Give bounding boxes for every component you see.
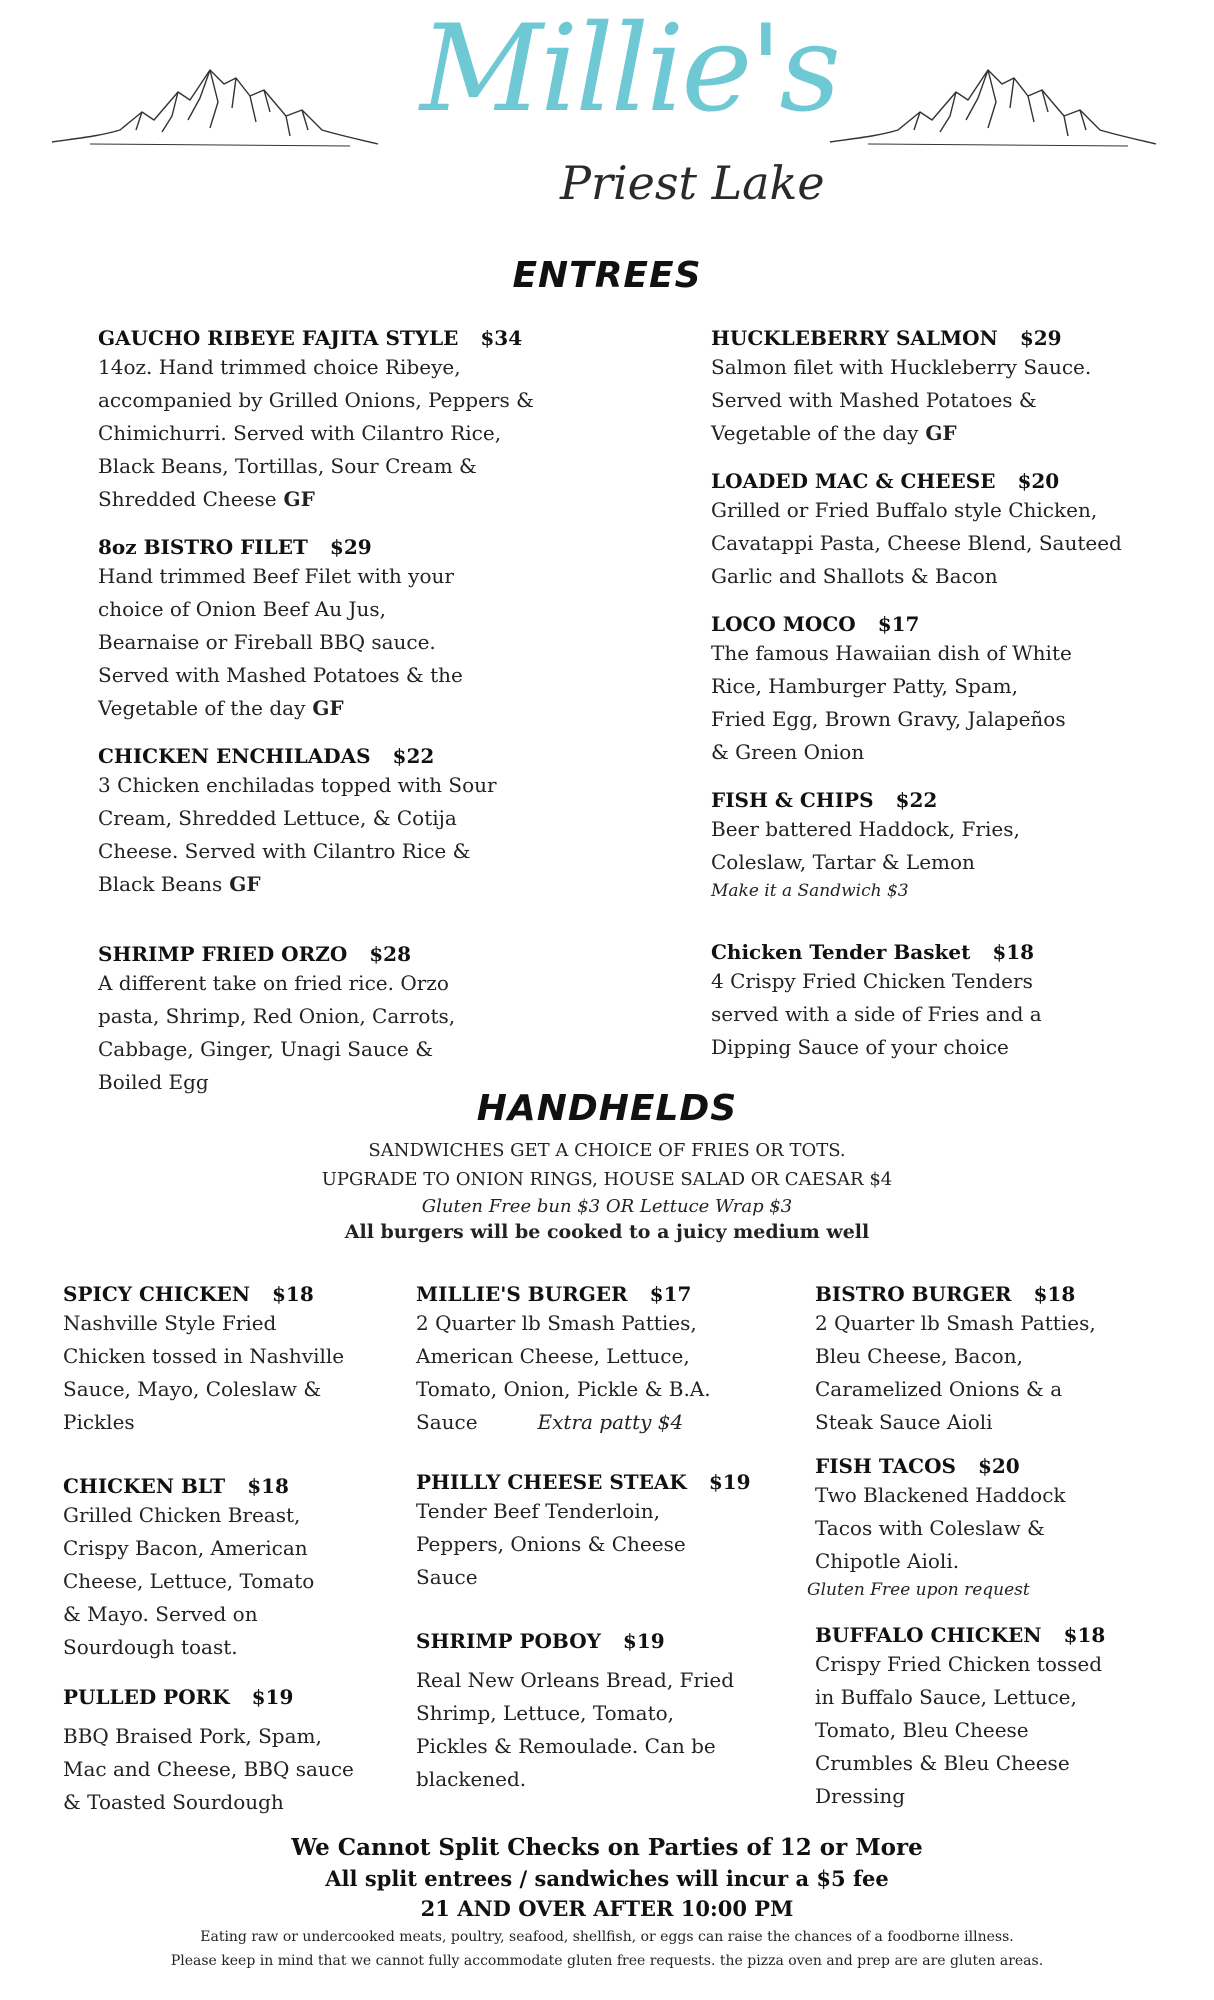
menu-item-price: $20	[1017, 469, 1060, 493]
menu-item-description	[63, 1499, 383, 1664]
menu-item-description-line: 2 Quarter lb Smash Patties,	[815, 1311, 1096, 1335]
menu-item-name: 8oz BISTRO FILET	[98, 535, 308, 559]
menu-item-description-line: Tender Beef Tenderloin,	[416, 1499, 660, 1523]
menu-item-price: $34	[480, 326, 523, 350]
menu-item-description-line: Chipotle Aioli.	[815, 1549, 960, 1573]
menu-item-price: $18	[1033, 1282, 1076, 1306]
menu-item-price: $20	[977, 1454, 1020, 1478]
gluten-free-tag: GF	[305, 696, 344, 720]
menu-item	[98, 743, 618, 901]
menu-item-description-line: Caramelized Onions & a	[815, 1377, 1063, 1401]
menu-item-description-line: Sourdough toast.	[63, 1635, 238, 1659]
menu-item-description-line: Mac and Cheese, BBQ sauce	[63, 1757, 354, 1781]
menu-item-description	[815, 1307, 1175, 1439]
menu-item-description-line: Dipping Sauce of your choice	[711, 1035, 1009, 1059]
menu-item-name: LOCO MOCO	[711, 612, 856, 636]
menu-item-description-line: Cheese. Served with Cilantro Rice &	[98, 839, 471, 863]
menu-item-heading	[98, 941, 618, 967]
footer-food-safety-warning: Eating raw or undercooked meats, poultry, seafood, shellfish, or eggs can raise the chances of a foodborne illness.	[200, 1929, 1014, 1945]
menu-item-heading	[416, 1469, 756, 1495]
menu-item-description-line: Pickles & Remoulade. Can be	[416, 1734, 716, 1758]
entrees-heading: ENTREES	[512, 255, 702, 296]
menu-item-description-line: & Toasted Sourdough	[63, 1790, 284, 1814]
menu-item-name: SPICY CHICKEN	[63, 1282, 250, 1306]
menu-item-description-line: Crispy Fried Chicken tossed	[815, 1652, 1103, 1676]
footer-split-checks: We Cannot Split Checks on Parties of 12 or More	[291, 1834, 923, 1861]
menu-item-price: $29	[1019, 326, 1062, 350]
menu-item	[98, 941, 618, 1099]
menu-item-description-line: Vegetable of the day GF	[711, 421, 957, 445]
menu-item-description	[711, 351, 1171, 450]
menu-item-price: $22	[895, 788, 938, 812]
handhelds-sides-note: SANDWICHES GET A CHOICE OF FRIES OR TOTS.	[368, 1140, 846, 1161]
menu-item-description-line: Sauce	[416, 1565, 478, 1589]
menu-item-description-line: Tacos with Coleslaw &	[815, 1516, 1045, 1540]
handhelds-column-3	[807, 1281, 1175, 1813]
menu-item-description-line: Sauce Extra patty $4	[416, 1410, 684, 1434]
menu-item	[98, 534, 618, 725]
menu-item-description-line: served with a side of Fries and a	[711, 1002, 1042, 1026]
menu-item-description-line: Shredded Cheese GF	[98, 487, 315, 511]
menu-item-description-line: Beer battered Haddock, Fries,	[711, 817, 1020, 841]
mountain-illustration-left	[50, 50, 380, 170]
handhelds-upgrade-note: UPGRADE TO ONION RINGS, HOUSE SALAD OR CAESAR $4	[321, 1169, 893, 1190]
menu-item	[711, 939, 1171, 1064]
menu-item	[63, 1281, 383, 1439]
menu-item-heading	[416, 1628, 756, 1654]
menu-item-description-line: Bearnaise or Fireball BBQ sauce.	[98, 630, 436, 654]
menu-item-description-line: Hand trimmed Beef Filet with your	[98, 564, 454, 588]
menu-item-name: LOADED MAC & CHEESE	[711, 469, 996, 493]
menu-item-price: $29	[329, 535, 372, 559]
menu-item-description-line: blackened.	[416, 1767, 527, 1791]
entrees-right-column	[711, 325, 1171, 1064]
menu-item-description-line: choice of Onion Beef Au Jus,	[98, 597, 386, 621]
menu-item-note: Make it a Sandwich $3	[711, 881, 909, 901]
menu-item-price: $18	[992, 940, 1035, 964]
menu-item-description-line: Garlic and Shallots & Bacon	[711, 564, 998, 588]
menu-item-description-line: Served with Mashed Potatoes &	[711, 388, 1037, 412]
menu-item-extra-option: Extra patty $4	[537, 1410, 684, 1434]
menu-item-price: $17	[877, 612, 920, 636]
menu-item-heading	[815, 1281, 1175, 1307]
handhelds-heading: HANDHELDS	[476, 1088, 738, 1129]
menu-item-description	[711, 965, 1171, 1064]
menu-item-price: $22	[392, 744, 435, 768]
menu-item-description-line: Tomato, Onion, Pickle & B.A.	[416, 1377, 711, 1401]
menu-item-heading	[63, 1473, 383, 1499]
menu-item	[711, 468, 1171, 593]
menu-item-heading	[711, 787, 1171, 813]
menu-item-description-line: Black Beans, Tortillas, Sour Cream &	[98, 454, 477, 478]
menu-item-heading	[711, 325, 1171, 351]
menu-item-description-line: Sauce, Mayo, Coleslaw &	[63, 1377, 322, 1401]
menu-item-description	[416, 1307, 756, 1439]
menu-item-name: FISH TACOS	[815, 1454, 956, 1478]
menu-item-name: SHRIMP FRIED ORZO	[98, 942, 348, 966]
menu-item-heading	[98, 534, 618, 560]
menu-item-heading	[711, 468, 1171, 494]
handhelds-column-1	[63, 1281, 383, 1819]
menu-item-description-line: Chicken tossed in Nashville	[63, 1344, 345, 1368]
menu-item-description-line: Black Beans GF	[98, 872, 261, 896]
menu-item	[815, 1622, 1175, 1813]
menu-item-description-line: Grilled Chicken Breast,	[63, 1503, 301, 1527]
menu-item-description-line: & Green Onion	[711, 740, 865, 764]
menu-item-description	[416, 1664, 756, 1796]
menu-item-description-line: Cream, Shredded Lettuce, & Cotija	[98, 806, 457, 830]
menu-item-name: CHICKEN BLT	[63, 1474, 226, 1498]
menu-item-name: SHRIMP POBOY	[416, 1629, 601, 1653]
menu-item-description-line: The famous Hawaiian dish of White	[711, 641, 1072, 665]
menu-item-heading	[416, 1281, 756, 1307]
mountain-illustration-right	[828, 50, 1158, 170]
menu-item-description-line: Coleslaw, Tartar & Lemon	[711, 850, 975, 874]
brand-logo-name: Millie's	[420, 0, 838, 139]
menu-item-description-line: Steak Sauce Aioli	[815, 1410, 993, 1434]
menu-item-description-line: 14oz. Hand trimmed choice Ribeye,	[98, 355, 461, 379]
menu-item-description-line: Vegetable of the day GF	[98, 696, 344, 720]
menu-item-description	[711, 637, 1171, 769]
menu-item-description-line: Peppers, Onions & Cheese	[416, 1532, 686, 1556]
gluten-free-tag: GF	[222, 872, 261, 896]
menu-item-description	[98, 769, 618, 901]
menu-item	[98, 325, 618, 516]
menu-item-description	[815, 1648, 1175, 1813]
menu-item-description-line: pasta, Shrimp, Red Onion, Carrots,	[98, 1004, 456, 1028]
menu-item-description-line: accompanied by Grilled Onions, Peppers &	[98, 388, 534, 412]
menu-item-name: GAUCHO RIBEYE FAJITA STYLE	[98, 326, 459, 350]
menu-item-price: $18	[272, 1282, 314, 1306]
menu-item-description-line: American Cheese, Lettuce,	[416, 1344, 690, 1368]
menu-item-description-line: Two Blackened Haddock	[815, 1483, 1066, 1507]
menu-item-description-line: Bleu Cheese, Bacon,	[815, 1344, 1023, 1368]
menu-item-description-line: Fried Egg, Brown Gravy, Jalapeños	[711, 707, 1066, 731]
menu-item-name: PULLED PORK	[63, 1685, 230, 1709]
menu-item-price: $18	[1063, 1623, 1106, 1647]
menu-item-name: PHILLY CHEESE STEAK	[416, 1470, 687, 1494]
menu-item-description-line: Real New Orleans Bread, Fried	[416, 1668, 735, 1692]
menu-item-note: Gluten Free upon request	[807, 1580, 1030, 1600]
menu-item-description-line: Nashville Style Fried	[63, 1311, 277, 1335]
menu-item-description	[416, 1495, 756, 1594]
menu-item	[416, 1628, 756, 1796]
menu-item-name: HUCKLEBERRY SALMON	[711, 326, 998, 350]
menu-item-description-line: 3 Chicken enchiladas topped with Sour	[98, 773, 497, 797]
menu-item-description-line: Boiled Egg	[98, 1070, 209, 1094]
menu-item-description	[63, 1307, 383, 1439]
gluten-free-tag: GF	[918, 421, 957, 445]
menu-item-description-line: Crispy Bacon, American	[63, 1536, 308, 1560]
menu-item-description-line: Cheese, Lettuce, Tomato	[63, 1569, 315, 1593]
menu-item-description	[98, 967, 618, 1099]
menu-item-description-line: Dressing	[815, 1784, 906, 1808]
menu-item-description-line: Pickles	[63, 1410, 135, 1434]
menu-item	[711, 611, 1171, 769]
menu-item-description-line: Grilled or Fried Buffalo style Chicken,	[711, 498, 1098, 522]
menu-item-description-line: Cavatappi Pasta, Cheese Blend, Sauteed	[711, 531, 1122, 555]
menu-item-description-line: 4 Crispy Fried Chicken Tenders	[711, 969, 1033, 993]
footer-gluten-disclaimer: Please keep in mind that we cannot fully accommodate gluten free requests. the pizza oven and prep are are gluten areas.	[170, 1953, 1044, 1969]
menu-item-heading	[815, 1622, 1175, 1648]
menu-item-description-line: Cabbage, Ginger, Unagi Sauce &	[98, 1037, 433, 1061]
menu-item-description-line: Tomato, Bleu Cheese	[815, 1718, 1029, 1742]
menu-item-price: $28	[369, 942, 411, 966]
menu-item-description-line: Crumbles & Bleu Cheese	[815, 1751, 1070, 1775]
handhelds-burger-note: All burgers will be cooked to a juicy medium well	[344, 1221, 870, 1243]
menu-item-description-line: Rice, Hamburger Patty, Spam,	[711, 674, 1019, 698]
menu-item-heading	[63, 1281, 383, 1307]
menu-item-description	[98, 351, 618, 516]
handhelds-gluten-free-note: Gluten Free bun $3 OR Lettuce Wrap $3	[421, 1196, 793, 1217]
menu-item-name: BUFFALO CHICKEN	[815, 1623, 1042, 1647]
menu-item-name: Chicken Tender Basket	[711, 940, 971, 964]
menu-item-description	[815, 1479, 1175, 1578]
menu-item-description-line: in Buffalo Sauce, Lettuce,	[815, 1685, 1077, 1709]
menu-item	[63, 1473, 383, 1664]
menu-item-description-line: BBQ Braised Pork, Spam,	[63, 1724, 322, 1748]
menu-item-description	[711, 813, 1171, 879]
menu-item	[807, 1453, 1175, 1600]
menu-item-description-line: & Mayo. Served on	[63, 1602, 258, 1626]
menu-item-description-line: Chimichurri. Served with Cilantro Rice,	[98, 421, 502, 445]
menu-item-description	[98, 560, 618, 725]
menu-item-description-line: Shrimp, Lettuce, Tomato,	[416, 1701, 674, 1725]
menu-item-description-line: Served with Mashed Potatoes & the	[98, 663, 463, 687]
menu-item-description	[63, 1720, 383, 1819]
menu-item-description-line: Salmon filet with Huckleberry Sauce.	[711, 355, 1092, 379]
menu-item-price: $17	[649, 1282, 692, 1306]
footer-split-fee: All split entrees / sandwiches will incur a $5 fee	[325, 1866, 889, 1891]
menu-item-description	[711, 494, 1171, 593]
menu-item-heading	[815, 1453, 1175, 1479]
menu-item-price: $19	[251, 1685, 294, 1709]
menu-item-price: $18	[247, 1474, 289, 1498]
menu-item-heading	[711, 939, 1171, 965]
menu-item	[711, 787, 1171, 901]
menu-item-name: FISH & CHIPS	[711, 788, 874, 812]
menu-item	[416, 1281, 756, 1439]
menu-item-heading	[98, 743, 618, 769]
menu-item	[63, 1684, 383, 1819]
handhelds-column-2	[416, 1281, 756, 1796]
menu-item	[815, 1281, 1175, 1439]
menu-item-name: CHICKEN ENCHILADAS	[98, 744, 371, 768]
footer-age-notice: 21 AND OVER AFTER 10:00 PM	[420, 1896, 794, 1921]
menu-item-price: $19	[708, 1470, 751, 1494]
menu-item-heading	[98, 325, 618, 351]
gluten-free-tag: GF	[276, 487, 315, 511]
menu-item-price: $19	[622, 1629, 665, 1653]
menu-item	[711, 325, 1171, 450]
menu-item-description-line: A different take on fried rice. Orzo	[98, 971, 449, 995]
menu-item-heading	[63, 1684, 383, 1710]
menu-item-name: BISTRO BURGER	[815, 1282, 1012, 1306]
brand-logo-location: Priest Lake	[560, 156, 825, 210]
menu-item	[416, 1469, 756, 1594]
menu-item-description-line: 2 Quarter lb Smash Patties,	[416, 1311, 697, 1335]
entrees-left-column	[98, 325, 618, 1099]
menu-item-name: MILLIE'S BURGER	[416, 1282, 628, 1306]
menu-item-heading	[711, 611, 1171, 637]
